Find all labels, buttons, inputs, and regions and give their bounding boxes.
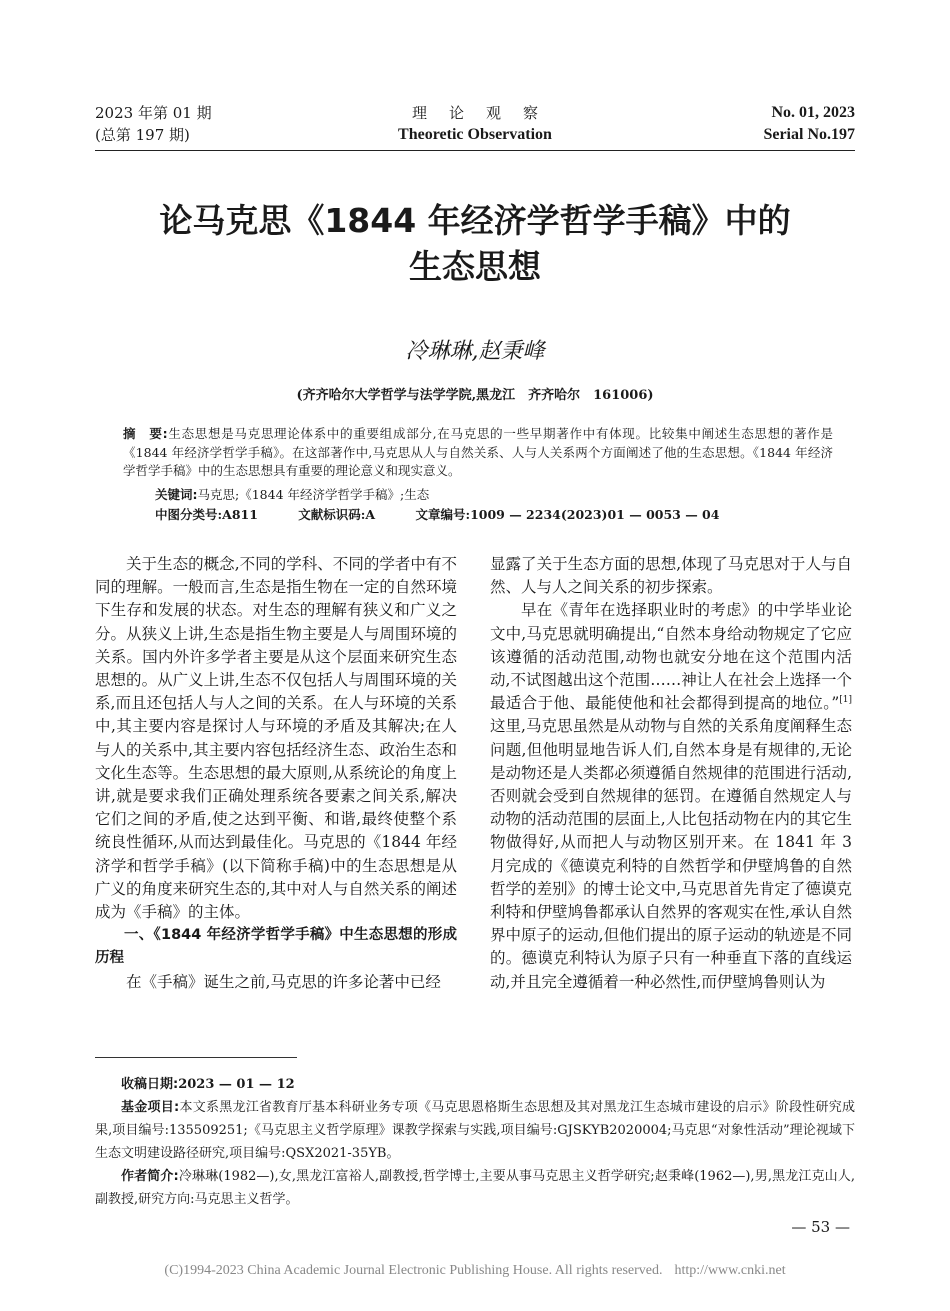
footnotes bbox=[95, 1073, 855, 1211]
article-number: 文章编号:1009 — 2234(2023)01 — 0053 — 04 bbox=[415, 507, 720, 522]
article-title bbox=[60, 198, 890, 290]
footnote-rule bbox=[95, 1057, 297, 1058]
body-paragraph: 在《手稿》诞生之前,马克思的许多论著中已经 bbox=[126, 972, 441, 991]
issue-number: 2023 年第 01 期 bbox=[95, 104, 212, 122]
copyright-text: (C)1994-2023 China Academic Journal Electronic Publishing House. All rights reserved. bbox=[164, 1263, 663, 1278]
keywords-label: 关键词: bbox=[155, 487, 198, 502]
received-label: 收稿日期: bbox=[121, 1077, 179, 1092]
body-paragraph: 关于生态的概念,不同的学科、不同的学者中有不同的理解。一般而言,生态是指生物在一定的自然环境下生存和发展的状态。对生态的理解有狭义和广义之分。从狭义上讲,生态是指生物主要是人与周围环境的关系。国内外许多学者主要是从这个层面来研究生态思想的。从广义上讲,生态不仅包括人与周围环境的关系,而且还包括人与人之间的关系。在人与环境的关系中,其主要内容是探讨人与环境的矛盾及其解决;在人与人的关系中,其主要内容包括经济生态、政治生态和文化生态等。生态思想的最大原则,从系统论的角度上讲,就是要求我们正确处理系统各要素之间关系,解决它们之间的矛盾,使之达到平衡、和谐,最终使整个系统良性循环,从而达到最佳化。马克思的《1844 年经济学和哲学手稿》(以下简称手稿)中的生态思想是从广义的角度来研究生态的,其中对人与自然关系的阐述成为《手稿》的主体。 bbox=[95, 555, 457, 922]
keywords-text: 马克思;《1844 年经济学哲学手稿》;生态 bbox=[197, 487, 430, 502]
fund-note bbox=[95, 1096, 855, 1165]
author-bio-label: 作者简介: bbox=[121, 1169, 179, 1184]
body-paragraph: 显露了关于生态方面的思想,体现了马克思对于人与自然、人与人之间关系的初步探索。 bbox=[490, 555, 852, 597]
issue-info-en bbox=[763, 102, 855, 146]
document-code: 文献标识码:A bbox=[298, 507, 376, 522]
clc-number: 中图分类号:A811 bbox=[155, 507, 258, 522]
title-line-2: 生态思想 bbox=[409, 247, 541, 286]
body-column-left bbox=[95, 553, 457, 994]
fund-text: 本文系黑龙江省教育厅基本科研业务专项《马克思恩格斯生态思想及其对黑龙江生态城市建设的启示》阶段性研究成果,项目编号:135509251;《马克思主义哲学原理》课教学探索与实践,项目编号:GJSKYB2020004;马克思“对象性活动”理论视域下生态文明建设路径研究,项目编号:QSX2021-35YB。 bbox=[95, 1100, 855, 1161]
cnki-link[interactable]: http://www.cnki.net bbox=[674, 1263, 786, 1278]
page-number: — 53 — bbox=[791, 1218, 850, 1236]
abstract bbox=[123, 425, 833, 481]
serial-number-cn: (总第 197 期) bbox=[95, 126, 190, 144]
authors: 冷琳琳,赵秉峰 bbox=[405, 339, 545, 364]
keywords bbox=[155, 486, 835, 504]
classification-line bbox=[155, 506, 855, 524]
issue-number-en: No. 01, 2023 bbox=[771, 104, 855, 121]
body-text: 早在《青年在选择职业时的考虑》的中学毕业论文中,马克思就明确提出,“自然本身给动物规定了它应该遵循的活动范围,动物也就安分地在这个范围内活动,不试图越出这个范围……神让人在社会上选择一个最适合于他、最能使他和社会都得到提高的地位。” bbox=[490, 601, 852, 713]
abstract-text: 生态思想是马克思理论体系中的重要组成部分,在马克思的一些早期著作中有体现。比较集中阐述生态思想的著作是《1844 年经济学哲学手稿》。在这部著作中,马克思从人与自然关系、人与人关系两个方面阐述了他的生态思想。《1844 年经济学哲学手稿》中的生态思想具有重要的理论意义和现实意义。 bbox=[123, 426, 833, 478]
journal-name-cn: 理论观察 bbox=[411, 104, 560, 122]
citation-ref[interactable]: [1] bbox=[839, 695, 852, 706]
title-line-1: 论马克思《1844 年经济学哲学手稿》中的 bbox=[159, 201, 791, 240]
author-bio bbox=[95, 1165, 855, 1211]
author-bio-text: 冷琳琳(1982—),女,黑龙江富裕人,副教授,哲学博士,主要从事马克思主义哲学研究;赵秉峰(1962—),男,黑龙江克山人,副教授,研究方向:马克思主义哲学。 bbox=[95, 1169, 855, 1207]
section-heading: 一、《1844 年经济学哲学手稿》中生态思想的形成历程 bbox=[95, 927, 457, 967]
copyright-footer bbox=[0, 1263, 950, 1279]
body-column-right bbox=[490, 553, 852, 994]
header-rule bbox=[95, 150, 855, 151]
received-value: 2023 — 01 — 12 bbox=[178, 1077, 295, 1092]
body-text: 这里,马克思虽然是从动物与自然的关系角度阐释生态问题,但他明显地告诉人们,自然本身是有规律的,无论是动物还是人类都必须遵循自然规律的范围进行活动,否则就会受到自然规律的惩罚。在遵循自然规定人与动物的活动范围的层面上,人比包括动物在内的其它生物做得好,从而把人与动物区别开来。在 1841 年 3 月完成的《德谟克利特的自然哲学和伊壁鸠鲁的自然哲学的差别》的博士论文中,马克思首先肯定了德谟克利特和伊壁鸠鲁都承认自然界的客观实在性,承认自然界中原子的运动,但他们提出的原子运动的轨迹是不同的。德谟克利特认为原子只有一种垂直下落的直线运动,并且完全遵循着一种必然性,而伊壁鸠鲁则认为 bbox=[490, 717, 852, 991]
journal-name-en: Theoretic Observation bbox=[398, 126, 552, 143]
received-date bbox=[95, 1073, 855, 1096]
body-paragraph bbox=[490, 599, 852, 993]
abstract-label: 摘 要: bbox=[123, 426, 168, 441]
affiliation: (齐齐哈尔大学哲学与法学学院,黑龙江 齐齐哈尔 161006) bbox=[296, 388, 654, 403]
fund-label: 基金项目: bbox=[121, 1100, 180, 1115]
serial-number-en: Serial No.197 bbox=[763, 126, 855, 143]
